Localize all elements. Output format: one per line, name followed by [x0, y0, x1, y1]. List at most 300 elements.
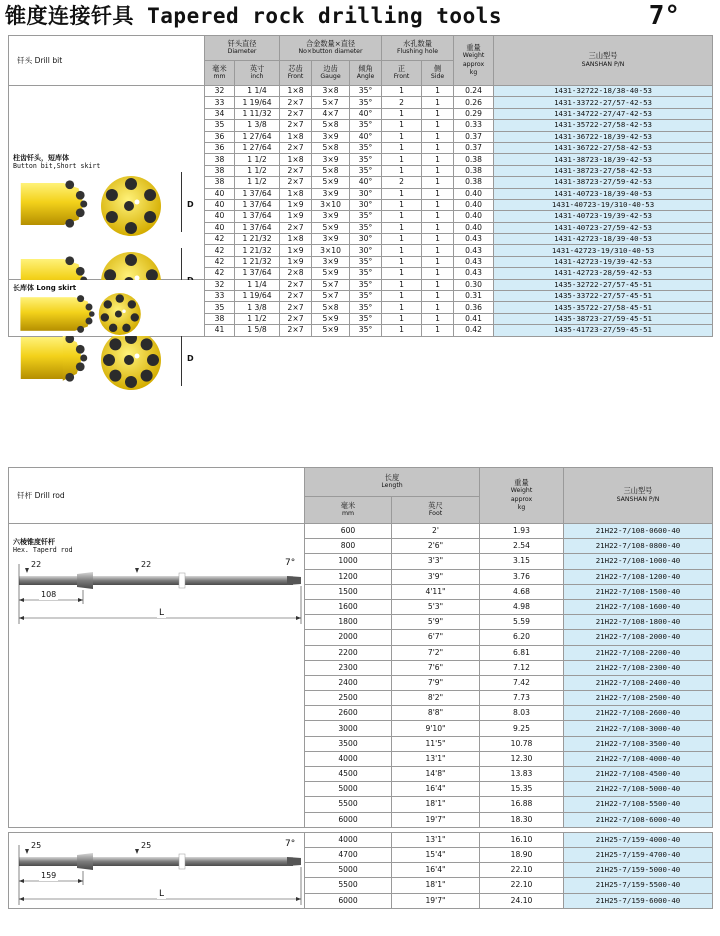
cell-flush-front: 2 — [382, 177, 422, 188]
cell-part-number: 21H25-7/159-5500-40 — [564, 878, 713, 893]
cell-weight: 0.40 — [454, 188, 494, 199]
cell-weight: 0.43 — [454, 256, 494, 267]
cell-part-number: 21H22-7/108-2600-40 — [564, 706, 713, 721]
rod-22-image — [9, 524, 305, 828]
cell-mm: 38 — [205, 313, 235, 324]
table-row — [9, 279, 713, 290]
cell-inch: 1 21/32 — [235, 256, 280, 267]
cell-part-number: 21H22-7/108-4500-40 — [564, 767, 713, 782]
cell-angle: 35° — [350, 211, 382, 222]
cell-front: 1×8 — [280, 131, 312, 142]
bit-side-icon — [19, 172, 89, 236]
cell-mm: 1600 — [305, 599, 392, 614]
cell-foot: 2'6" — [392, 539, 480, 554]
cell-angle: 35° — [350, 120, 382, 131]
flushing-header: 水孔数量 Flushing hole — [382, 36, 454, 61]
cell-flush-front: 1 — [382, 188, 422, 199]
diameter-marker: D — [187, 354, 194, 364]
cell-flush-side: 1 — [422, 245, 454, 256]
cell-mm: 40 — [205, 222, 235, 233]
cell-mm: 42 — [205, 268, 235, 279]
cell-weight: 15.35 — [480, 782, 564, 797]
cell-flush-side: 1 — [422, 142, 454, 153]
cell-angle: 40° — [350, 131, 382, 142]
cell-flush-side: 1 — [422, 188, 454, 199]
cell-flush-front: 1 — [382, 313, 422, 324]
cell-flush-side: 1 — [422, 165, 454, 176]
cell-flush-side: 1 — [422, 268, 454, 279]
cell-part-number: 1435-32722-27/57-45-51 — [494, 279, 713, 290]
cell-gauge: 5×9 — [312, 177, 350, 188]
cell-part-number: 21H22-7/108-1200-40 — [564, 569, 713, 584]
cell-part-number: 21H22-7/108-1600-40 — [564, 599, 713, 614]
taper-label: 7° — [285, 558, 296, 568]
gauge-header: 边齿 Gauge — [312, 61, 350, 86]
cell-foot: 19'7" — [392, 893, 480, 908]
cell-front: 1×9 — [280, 211, 312, 222]
cell-mm: 42 — [205, 245, 235, 256]
cell-inch: 1 1/4 — [235, 279, 280, 290]
cell-gauge: 5×7 — [312, 279, 350, 290]
cell-front: 2×7 — [280, 279, 312, 290]
cell-part-number: 1431-38723-27/59-42-53 — [494, 177, 713, 188]
cell-gauge: 3×9 — [312, 211, 350, 222]
cell-weight: 22.10 — [480, 863, 564, 878]
cell-angle: 35° — [350, 222, 382, 233]
cell-foot: 13'1" — [392, 832, 480, 847]
diameter-marker: D — [187, 200, 194, 210]
cell-gauge: 5×8 — [312, 142, 350, 153]
cell-inch: 1 11/32 — [235, 108, 280, 119]
cell-mm: 38 — [205, 165, 235, 176]
cell-mm: 32 — [205, 279, 235, 290]
cell-part-number: 21H25-7/159-4000-40 — [564, 832, 713, 847]
cell-angle: 30° — [350, 234, 382, 245]
cell-mm: 6000 — [305, 812, 392, 827]
cell-gauge: 4×7 — [312, 108, 350, 119]
cell-weight: 18.90 — [480, 847, 564, 862]
angle-header: 倾角 Angle — [350, 61, 382, 86]
cell-flush-front: 1 — [382, 165, 422, 176]
cell-inch: 1 27/64 — [235, 131, 280, 142]
cell-front: 2×7 — [280, 291, 312, 302]
table-row — [9, 524, 713, 539]
cell-part-number: 1431-38723-27/58-42-53 — [494, 165, 713, 176]
cell-angle: 30° — [350, 199, 382, 210]
drill-rod-table — [8, 467, 713, 909]
cell-angle: 40° — [350, 108, 382, 119]
cell-front: 1×8 — [280, 234, 312, 245]
hex-rod-label: 六棱锥度钎杆 Hex. Taperd rod — [13, 538, 73, 554]
cell-weight: 0.37 — [454, 142, 494, 153]
hex-size-a: 25 — [31, 840, 42, 850]
cell-flush-front: 1 — [382, 211, 422, 222]
cell-mm: 5500 — [305, 878, 392, 893]
cell-foot: 8'8" — [392, 706, 480, 721]
cell-inch: 1 3/8 — [235, 302, 280, 313]
buttons-header: 合金数量×直径 No×button diameter — [280, 36, 382, 61]
cell-part-number: 1431-42723-28/59-42-53 — [494, 268, 713, 279]
cell-gauge: 5×9 — [312, 313, 350, 324]
cell-weight: 0.26 — [454, 97, 494, 108]
cell-mm: 2000 — [305, 630, 392, 645]
cell-flush-side: 1 — [422, 302, 454, 313]
cell-foot: 18'1" — [392, 797, 480, 812]
cell-part-number: 21H22-7/108-5000-40 — [564, 782, 713, 797]
cell-gauge: 5×8 — [312, 165, 350, 176]
cell-front: 2×7 — [280, 313, 312, 324]
cell-weight: 6.81 — [480, 645, 564, 660]
cell-weight: 0.43 — [454, 234, 494, 245]
cell-foot: 5'3" — [392, 599, 480, 614]
cell-angle: 30° — [350, 188, 382, 199]
cell-inch: 1 21/32 — [235, 245, 280, 256]
table-row — [9, 86, 713, 97]
cell-weight: 0.38 — [454, 177, 494, 188]
cell-mm: 5000 — [305, 782, 392, 797]
cell-mm: 6000 — [305, 893, 392, 908]
cell-angle: 35° — [350, 142, 382, 153]
cell-part-number: 1431-42723-18/39-40-53 — [494, 234, 713, 245]
cell-mm: 2400 — [305, 675, 392, 690]
cell-part-number: 21H22-7/108-3500-40 — [564, 736, 713, 751]
cell-gauge: 3×9 — [312, 256, 350, 267]
cell-inch: 1 37/64 — [235, 211, 280, 222]
cell-front: 1×9 — [280, 256, 312, 267]
cell-flush-front: 1 — [382, 142, 422, 153]
cell-part-number: 1431-36722-27/58-42-53 — [494, 142, 713, 153]
cell-flush-side: 1 — [422, 177, 454, 188]
cell-angle: 35° — [350, 154, 382, 165]
cell-front: 2×7 — [280, 97, 312, 108]
cell-inch: 1 1/4 — [235, 86, 280, 97]
cell-weight: 9.25 — [480, 721, 564, 736]
cell-mm: 36 — [205, 142, 235, 153]
cell-part-number: 21H22-7/108-3000-40 — [564, 721, 713, 736]
taper-label: 7° — [285, 838, 296, 849]
cell-foot: 8'2" — [392, 691, 480, 706]
cell-part-number: 21H22-7/108-2500-40 — [564, 691, 713, 706]
cell-part-number: 21H22-7/108-2300-40 — [564, 660, 713, 675]
cell-weight: 5.59 — [480, 615, 564, 630]
cell-weight: 0.36 — [454, 302, 494, 313]
cell-front: 2×7 — [280, 325, 312, 336]
long-bit-side-icon — [19, 293, 96, 335]
cell-part-number: 21H25-7/159-4700-40 — [564, 847, 713, 862]
cell-weight: 0.40 — [454, 222, 494, 233]
cell-part-number: 21H22-7/108-4000-40 — [564, 751, 713, 766]
cell-part-number: 1431-42723-19/39-42-53 — [494, 256, 713, 267]
cell-part-number: 1435-41723-27/59-45-51 — [494, 325, 713, 336]
cell-mm: 4700 — [305, 847, 392, 862]
cell-part-number: 1431-40723-18/39-40-53 — [494, 188, 713, 199]
cell-inch: 1 1/2 — [235, 177, 280, 188]
cell-weight: 3.76 — [480, 569, 564, 584]
cell-angle: 30° — [350, 245, 382, 256]
cell-angle: 35° — [350, 268, 382, 279]
cell-part-number: 1435-38723-27/59-45-51 — [494, 313, 713, 324]
cell-weight: 0.24 — [454, 86, 494, 97]
cell-gauge: 5×8 — [312, 302, 350, 313]
cell-flush-front: 1 — [382, 291, 422, 302]
cell-part-number: 1431-42723-19/310-40-53 — [494, 245, 713, 256]
cell-inch: 1 1/2 — [235, 313, 280, 324]
cell-inch: 1 5/8 — [235, 325, 280, 336]
cell-part-number: 21H22-7/108-2000-40 — [564, 630, 713, 645]
cell-weight: 1.93 — [480, 524, 564, 539]
cell-foot: 14'8" — [392, 767, 480, 782]
cell-mm: 2300 — [305, 660, 392, 675]
cell-part-number: 21H22-7/108-1500-40 — [564, 584, 713, 599]
cell-front: 2×7 — [280, 120, 312, 131]
cell-flush-front: 1 — [382, 268, 422, 279]
cell-gauge: 3×10 — [312, 199, 350, 210]
cell-weight: 24.10 — [480, 893, 564, 908]
cell-front: 2×8 — [280, 268, 312, 279]
cell-angle: 35° — [350, 86, 382, 97]
cell-mm: 4500 — [305, 767, 392, 782]
cell-flush-front: 1 — [382, 86, 422, 97]
cell-gauge: 3×9 — [312, 234, 350, 245]
cell-flush-side: 1 — [422, 199, 454, 210]
cell-mm: 42 — [205, 256, 235, 267]
rod-mm-header: 毫米 mm — [305, 497, 392, 524]
cell-mm: 40 — [205, 199, 235, 210]
cell-angle: 35° — [350, 97, 382, 108]
flush-front-header: 正 Front — [382, 61, 422, 86]
cell-mm: 3500 — [305, 736, 392, 751]
page-title: 锥度连接钎具 Tapered rock drilling tools — [5, 4, 503, 28]
cell-weight: 7.73 — [480, 691, 564, 706]
cell-weight: 13.83 — [480, 767, 564, 782]
cell-weight: 16.88 — [480, 797, 564, 812]
foot-header: 英尺 Foot — [392, 497, 480, 524]
cell-weight: 2.54 — [480, 539, 564, 554]
cell-mm: 33 — [205, 291, 235, 302]
cell-mm: 4000 — [305, 832, 392, 847]
cell-weight: 0.40 — [454, 199, 494, 210]
cell-front: 1×8 — [280, 188, 312, 199]
hex-size-b: 25 — [141, 840, 152, 850]
cell-part-number: 21H22-7/108-6000-40 — [564, 812, 713, 827]
cell-gauge: 5×9 — [312, 325, 350, 336]
cell-mm: 35 — [205, 120, 235, 131]
cell-flush-side: 1 — [422, 97, 454, 108]
cell-flush-front: 1 — [382, 222, 422, 233]
cell-mm: 42 — [205, 234, 235, 245]
cell-gauge: 5×9 — [312, 222, 350, 233]
cell-part-number: 21H22-7/108-2200-40 — [564, 645, 713, 660]
cell-front: 1×9 — [280, 199, 312, 210]
cell-part-number: 21H22-7/108-2400-40 — [564, 675, 713, 690]
cell-foot: 3'3" — [392, 554, 480, 569]
cell-gauge: 3×8 — [312, 86, 350, 97]
cell-front: 1×9 — [280, 245, 312, 256]
long-skirt-bit-image — [9, 279, 205, 336]
cell-mm: 38 — [205, 154, 235, 165]
cell-weight: 8.03 — [480, 706, 564, 721]
cell-inch: 1 27/64 — [235, 142, 280, 153]
cell-flush-side: 1 — [422, 325, 454, 336]
cell-weight: 0.43 — [454, 268, 494, 279]
cell-mm: 34 — [205, 108, 235, 119]
cell-part-number: 1431-40723-19/39-42-53 — [494, 211, 713, 222]
cell-mm: 36 — [205, 131, 235, 142]
length-marker: L — [159, 608, 165, 618]
cell-flush-side: 1 — [422, 222, 454, 233]
cell-part-number: 1431-36722-18/39-42-53 — [494, 131, 713, 142]
shank-length: 159 — [41, 870, 57, 880]
cell-gauge: 5×8 — [312, 120, 350, 131]
cell-part-number: 1431-32722-18/38-40-53 — [494, 86, 713, 97]
cell-mm: 32 — [205, 86, 235, 97]
cell-weight: 18.30 — [480, 812, 564, 827]
front-header: 芯齿 Front — [280, 61, 312, 86]
cell-mm: 800 — [305, 539, 392, 554]
cell-weight: 16.10 — [480, 832, 564, 847]
cell-foot: 7'9" — [392, 675, 480, 690]
cell-part-number: 21H22-7/108-0800-40 — [564, 539, 713, 554]
cell-foot: 13'1" — [392, 751, 480, 766]
cell-weight: 0.30 — [454, 279, 494, 290]
cell-foot: 2' — [392, 524, 480, 539]
cell-weight: 3.15 — [480, 554, 564, 569]
cell-angle: 35° — [350, 325, 382, 336]
cell-foot: 4'11" — [392, 584, 480, 599]
drill-bit-table — [8, 35, 713, 363]
cell-flush-front: 1 — [382, 325, 422, 336]
cell-flush-front: 1 — [382, 245, 422, 256]
cell-flush-front: 1 — [382, 234, 422, 245]
cell-front: 1×8 — [280, 154, 312, 165]
cell-flush-front: 1 — [382, 131, 422, 142]
cell-part-number: 1431-40723-19/310-40-53 — [494, 199, 713, 210]
cell-flush-front: 1 — [382, 108, 422, 119]
cell-foot: 15'4" — [392, 847, 480, 862]
cell-front: 1×8 — [280, 86, 312, 97]
taper-angle: 7° — [648, 1, 680, 31]
cell-part-number: 1431-38723-18/39-42-53 — [494, 154, 713, 165]
cell-flush-side: 1 — [422, 279, 454, 290]
cell-foot: 7'2" — [392, 645, 480, 660]
cell-part-number: 21H25-7/159-6000-40 — [564, 893, 713, 908]
cell-weight: 10.78 — [480, 736, 564, 751]
cell-angle: 35° — [350, 291, 382, 302]
cell-gauge: 3×9 — [312, 131, 350, 142]
cell-part-number: 1431-35722-27/58-42-53 — [494, 120, 713, 131]
cell-angle: 40° — [350, 177, 382, 188]
cell-part-number: 21H22-7/108-0600-40 — [564, 524, 713, 539]
cell-mm: 3000 — [305, 721, 392, 736]
cell-angle: 35° — [350, 256, 382, 267]
cell-inch: 1 1/2 — [235, 154, 280, 165]
cell-part-number: 1431-33722-27/57-42-53 — [494, 97, 713, 108]
length-header: 长度 Length — [305, 468, 480, 497]
cell-part-number: 1435-33722-27/57-45-51 — [494, 291, 713, 302]
cell-mm: 33 — [205, 97, 235, 108]
cell-flush-side: 1 — [422, 108, 454, 119]
cell-mm: 1200 — [305, 569, 392, 584]
cell-flush-front: 1 — [382, 154, 422, 165]
cell-gauge: 3×9 — [312, 154, 350, 165]
cell-inch: 1 19/64 — [235, 291, 280, 302]
cell-weight: 12.30 — [480, 751, 564, 766]
cell-weight: 6.20 — [480, 630, 564, 645]
cell-part-number: 1431-34722-27/47-42-53 — [494, 108, 713, 119]
cell-mm: 38 — [205, 177, 235, 188]
cell-foot: 16'4" — [392, 782, 480, 797]
cell-mm: 2500 — [305, 691, 392, 706]
cell-mm: 41 — [205, 325, 235, 336]
cell-foot: 3'9" — [392, 569, 480, 584]
inch-header: 英寸 inch — [235, 61, 280, 86]
cell-mm: 2200 — [305, 645, 392, 660]
cell-part-number: 21H22-7/108-5500-40 — [564, 797, 713, 812]
cell-weight: 0.31 — [454, 291, 494, 302]
cell-mm: 1000 — [305, 554, 392, 569]
cell-weight: 4.68 — [480, 584, 564, 599]
cell-angle: 35° — [350, 279, 382, 290]
cell-foot: 9'10" — [392, 721, 480, 736]
cell-flush-side: 1 — [422, 211, 454, 222]
cell-mm: 5000 — [305, 863, 392, 878]
cell-inch: 1 1/2 — [235, 165, 280, 176]
cell-weight: 0.40 — [454, 211, 494, 222]
cell-mm: 35 — [205, 302, 235, 313]
cell-gauge: 5×7 — [312, 291, 350, 302]
cell-angle: 35° — [350, 302, 382, 313]
part-number-header: 三山型号 SANSHAN P/N — [494, 36, 713, 86]
cell-mm: 40 — [205, 211, 235, 222]
cell-flush-side: 1 — [422, 120, 454, 131]
bit-face-icon — [99, 174, 163, 238]
cell-part-number: 21H22-7/108-1000-40 — [564, 554, 713, 569]
mm-header: 毫米 mm — [205, 61, 235, 86]
cell-front: 2×7 — [280, 177, 312, 188]
cell-front: 2×7 — [280, 302, 312, 313]
flush-side-header: 侧 Side — [422, 61, 454, 86]
cell-foot: 5'9" — [392, 615, 480, 630]
cell-inch: 1 37/64 — [235, 268, 280, 279]
cell-inch: 1 37/64 — [235, 222, 280, 233]
cell-flush-side: 1 — [422, 291, 454, 302]
cell-weight: 4.98 — [480, 599, 564, 614]
rod-weight-header: 重量 Weight approx kg — [480, 468, 564, 524]
cell-mm: 2600 — [305, 706, 392, 721]
cell-mm: 1500 — [305, 584, 392, 599]
cell-angle: 35° — [350, 313, 382, 324]
cell-gauge: 5×7 — [312, 97, 350, 108]
cell-front: 2×7 — [280, 142, 312, 153]
cell-foot: 7'6" — [392, 660, 480, 675]
cell-flush-front: 2 — [382, 97, 422, 108]
cell-mm: 40 — [205, 188, 235, 199]
bit-face-icon — [99, 328, 163, 392]
cell-angle: 35° — [350, 165, 382, 176]
cell-inch: 1 37/64 — [235, 199, 280, 210]
cell-part-number: 21H22-7/108-1800-40 — [564, 615, 713, 630]
short-skirt-label: 柱齿钎头，短库体 Button bit,Short skirt — [13, 154, 101, 170]
diameter-header: 钎头直径 Diameter — [205, 36, 280, 61]
cell-flush-side: 1 — [422, 256, 454, 267]
cell-inch: 1 37/64 — [235, 188, 280, 199]
cell-part-number: 1431-40723-27/59-42-53 — [494, 222, 713, 233]
long-skirt-label: 长库体 Long skirt — [13, 283, 77, 292]
cell-flush-side: 1 — [422, 234, 454, 245]
shank-length: 108 — [41, 590, 57, 599]
rod-section-title: 钎杆 Drill rod — [9, 468, 305, 524]
cell-gauge: 5×9 — [312, 268, 350, 279]
